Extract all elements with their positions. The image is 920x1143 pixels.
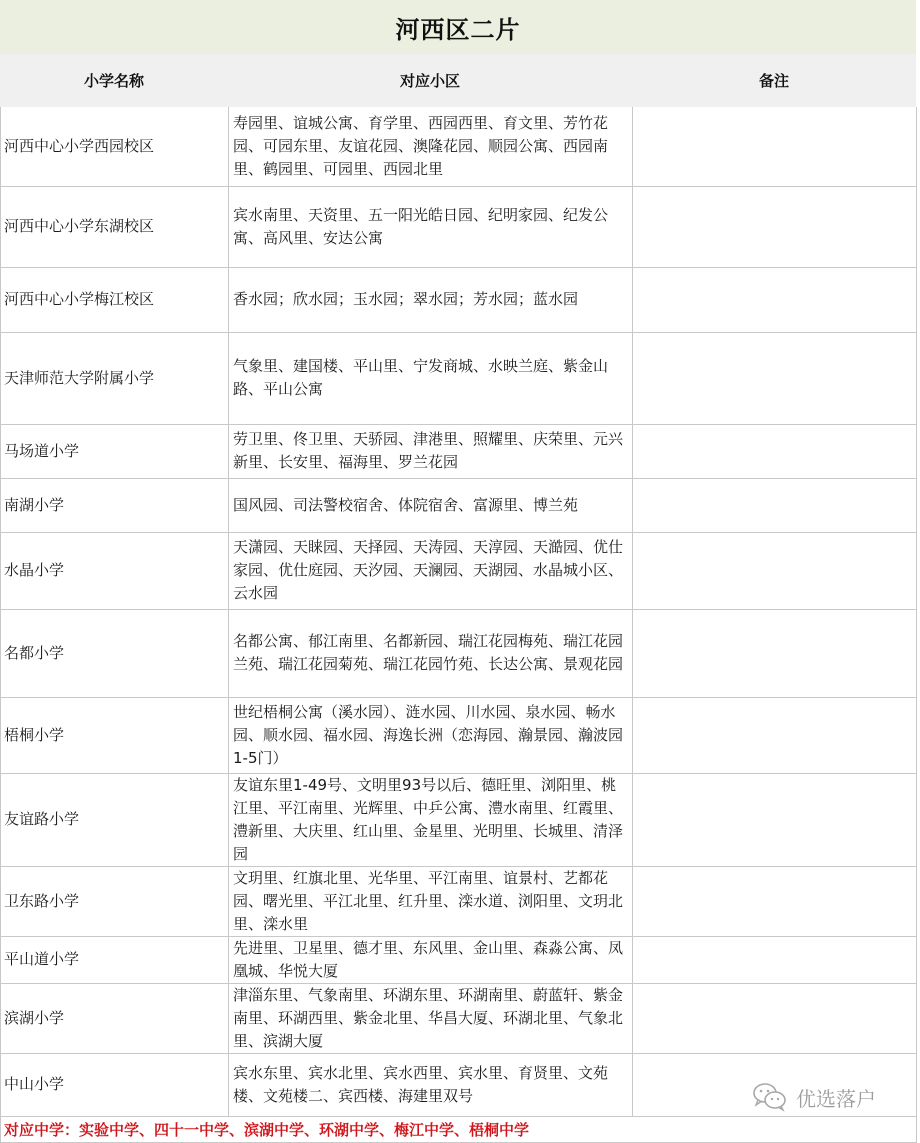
school-name-cell: 平山道小学 — [1, 936, 229, 983]
school-name-cell: 卫东路小学 — [1, 866, 229, 936]
watermark — [752, 1082, 876, 1112]
school-name-cell: 河西中心小学东湖校区 — [1, 186, 229, 267]
residential-areas-cell: 寿园里、谊城公寓、育学里、西园西里、育文里、芳竹花园、可园东里、友谊花园、澳隆花园、顺园公寓、西园南里、鹤园里、可园里、西园北里 — [229, 107, 633, 186]
note-cell — [633, 936, 917, 983]
table-row — [1, 936, 917, 983]
note-cell — [633, 478, 917, 532]
school-name-cell: 南湖小学 — [1, 478, 229, 532]
school-name-cell: 河西中心小学梅江校区 — [1, 267, 229, 332]
residential-areas-cell: 先进里、卫星里、德才里、东风里、金山里、森淼公寓、凤凰城、华悦大厦 — [229, 936, 633, 983]
note-cell — [633, 332, 917, 424]
school-name-cell: 滨湖小学 — [1, 983, 229, 1053]
sheet-title: 河西区二片 — [0, 0, 916, 54]
residential-areas-cell: 文玥里、红旗北里、光华里、平江南里、谊景村、艺都花园、曙光里、平江北里、红升里、滦水道、浏阳里、文玥北里、滦水里 — [229, 866, 633, 936]
note-cell — [633, 866, 917, 936]
table-row — [1, 609, 917, 697]
residential-areas-cell: 气象里、建国楼、平山里、宁发商城、水映兰庭、紫金山路、平山公寓 — [229, 332, 633, 424]
table-row — [1, 332, 917, 424]
table-row — [1, 983, 917, 1053]
residential-areas-cell: 劳卫里、佟卫里、天骄园、津港里、照耀里、庆荣里、元兴新里、长安里、福海里、罗兰花园 — [229, 424, 633, 478]
note-cell — [633, 983, 917, 1053]
residential-areas-cell: 名都公寓、郁江南里、名都新园、瑞江花园梅苑、瑞江花园兰苑、瑞江花园菊苑、瑞江花园竹苑、长达公寓、景观花园 — [229, 609, 633, 697]
table-row — [1, 267, 917, 332]
note-cell — [633, 609, 917, 697]
table-row — [1, 186, 917, 267]
table-row — [1, 866, 917, 936]
residential-areas-cell: 宾水东里、宾水北里、宾水西里、宾水里、育贤里、文苑楼、文苑楼二、宾西楼、海建里双号 — [229, 1053, 633, 1116]
table-row — [1, 697, 917, 773]
school-name-cell: 梧桐小学 — [1, 697, 229, 773]
note-cell — [633, 186, 917, 267]
residential-areas-cell: 津淄东里、气象南里、环湖东里、环湖南里、蔚蓝轩、紫金南里、环湖西里、紫金北里、华昌大厦、环湖北里、气象北里、滨湖大厦 — [229, 983, 633, 1053]
note-cell — [633, 773, 917, 866]
wechat-icon — [752, 1082, 788, 1112]
school-name-cell: 天津师范大学附属小学 — [1, 332, 229, 424]
school-name-cell: 名都小学 — [1, 609, 229, 697]
residential-areas-cell: 宾水南里、天资里、五一阳光皓日园、纪明家园、纪发公寓、高风里、安达公寓 — [229, 186, 633, 267]
school-name-cell: 友谊路小学 — [1, 773, 229, 866]
school-name-cell: 水晶小学 — [1, 532, 229, 609]
school-name-cell: 河西中心小学西园校区 — [1, 107, 229, 186]
residential-areas-cell: 世纪梧桐公寓（溪水园）、涟水园、川水园、泉水园、畅水园、顺水园、福水园、海逸长洲（恋海园、瀚景园、瀚波园1-5门） — [229, 697, 633, 773]
note-cell — [633, 267, 917, 332]
table-row — [1, 478, 917, 532]
note-cell — [633, 107, 917, 186]
school-name-cell: 马场道小学 — [1, 424, 229, 478]
school-district-table — [0, 107, 917, 1117]
residential-areas-cell: 友谊东里1-49号、文明里93号以后、德旺里、浏阳里、桃江里、平江南里、光辉里、中乒公寓、澧水南里、红霞里、澧新里、大庆里、红山里、金星里、光明里、长城里、清泽园 — [229, 773, 633, 866]
middle-school-footer: 对应中学：实验中学、四十一中学、滨湖中学、环湖中学、梅江中学、梧桐中学 — [0, 1117, 917, 1143]
note-cell — [633, 697, 917, 773]
table-row — [1, 773, 917, 866]
table-row — [1, 107, 917, 186]
watermark-text: 优选落户 — [796, 1086, 876, 1111]
table-row — [1, 532, 917, 609]
table-row — [1, 424, 917, 478]
column-header-areas: 对应小区 — [399, 72, 460, 90]
note-cell — [633, 424, 917, 478]
column-header-school: 小学名称 — [83, 72, 144, 90]
residential-areas-cell: 天潇园、天睐园、天择园、天涛园、天淳园、天澔园、优仕家园、优仕庭园、天汐园、天澜园、天湖园、水晶城小区、云水园 — [229, 532, 633, 609]
school-name-cell: 中山小学 — [1, 1053, 229, 1116]
residential-areas-cell: 国风园、司法警校宿舍、体院宿舍、富源里、博兰苑 — [229, 478, 633, 532]
residential-areas-cell: 香水园；欣水园；玉水园；翠水园；芳水园；蓝水园 — [229, 267, 633, 332]
column-header-note: 备注 — [758, 72, 789, 90]
column-header-row — [0, 54, 916, 107]
note-cell — [633, 532, 917, 609]
